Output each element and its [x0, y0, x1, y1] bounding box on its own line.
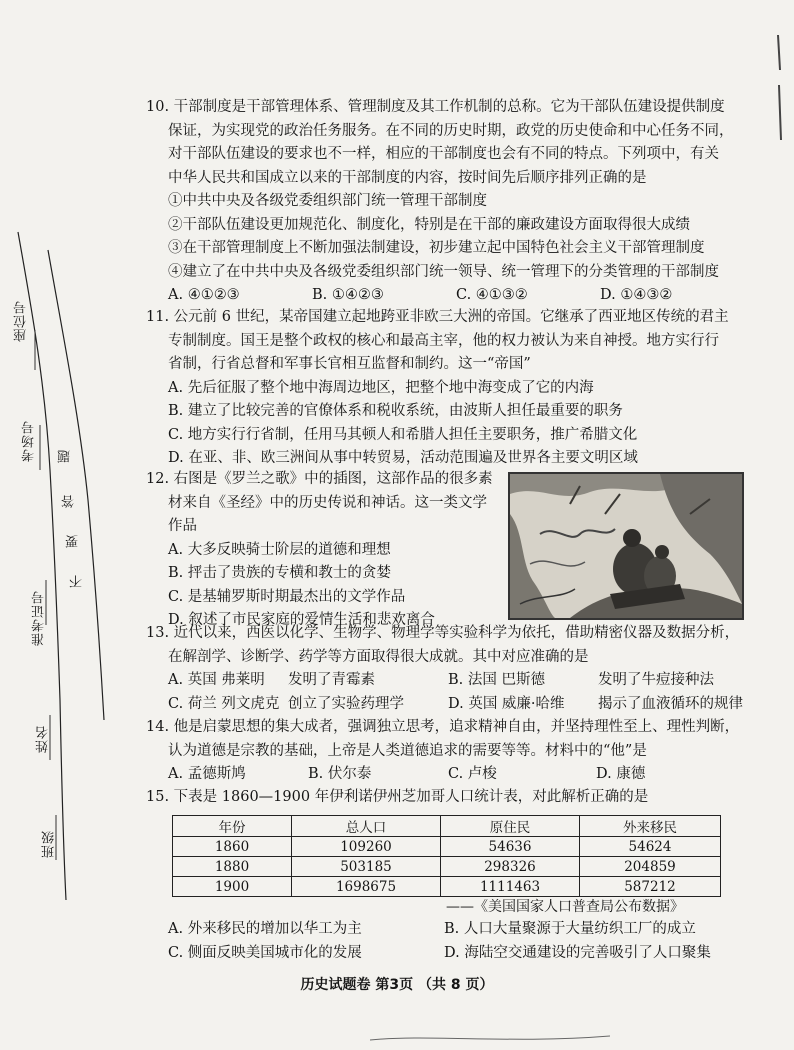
q13-option-row-1	[146, 669, 743, 693]
q15-options	[168, 918, 711, 965]
q10-options	[146, 284, 744, 308]
no-answer-mark-2: 答	[62, 495, 77, 508]
table-cell: 503185	[292, 857, 441, 877]
q13-option-c-achievement: 创立了实验药理学	[288, 695, 404, 712]
q10-stem-line: 对干部队伍建设的要求也不一样，相应的干部制度也会有不同的特点。下列项中，有关	[168, 146, 719, 162]
q11-option-c[interactable]: C. 地方实行行省制，任用马其顿人和希腊人担任主要职务，推广希腊文化	[168, 426, 638, 443]
q10-option-b[interactable]: B. ①④②③	[312, 287, 384, 303]
table-cell: 54624	[580, 837, 721, 857]
no-answer-mark-4: 不	[70, 575, 85, 588]
table-cell: 54636	[441, 837, 580, 857]
q13-option-b-person[interactable]: B. 法国 巴斯德	[448, 672, 545, 688]
q13-option-c-person[interactable]: C. 荷兰 列文虎克	[168, 695, 280, 712]
table-cell: 298326	[441, 857, 580, 877]
binding-lines	[0, 0, 150, 1048]
q15-option-row	[168, 942, 711, 966]
q15-option-c[interactable]: C. 侧面反映美国城市化的发展	[168, 944, 362, 961]
q13-option-row-2	[146, 693, 743, 717]
question-13	[146, 622, 743, 716]
no-answer-mark-3: 要	[66, 535, 81, 548]
q10-stem-line: 中华人民共和国成立以来的干部制度的内容，按时间先后顺序排列正确的是	[168, 169, 647, 186]
q12-option-d[interactable]: D. 叙述了市民家庭的爱情生活和悲欢离合	[168, 612, 435, 628]
q11-option-b[interactable]: B. 建立了比较完善的官僚体系和税收系统，由波斯人担任最重要的职务	[168, 403, 623, 419]
q13-option-a-achievement: 发明了青霉素	[288, 672, 375, 688]
q13-option-a-person[interactable]: A. 英国 弗莱明	[168, 672, 265, 688]
binding-margin	[0, 0, 150, 1048]
q12-stem-line: 材来自《圣经》中的历史传说和神话。这一类文学	[168, 494, 487, 511]
q10-stem-line: 10. 干部制度是干部管理体系、管理制度及其工作机制的总称。它为干部队伍建设提供制度	[146, 99, 725, 115]
question-14	[146, 716, 739, 787]
table-cell: 109260	[292, 837, 441, 857]
q12-stem-line: 12. 右图是《罗兰之歌》中的插图，这部作品的很多素	[146, 471, 493, 487]
q14-options	[146, 763, 739, 787]
table-cell: 1698675	[292, 877, 441, 897]
q13-stem-line: 13. 近代以来，西医以化学、生物学、物理学等实验科学为依托，借助精密仪器及数据分析，	[146, 625, 740, 641]
table-cell: 1900	[173, 877, 292, 897]
class-label: 班级	[42, 830, 57, 858]
exam-room-label: 考场号	[22, 420, 37, 462]
table-row	[173, 837, 721, 857]
q13-stem-line: 在解剖学、诊断学、药学等方面取得很大成就。其中对应准确的是	[168, 648, 589, 665]
name-label: 姓名	[36, 725, 51, 753]
question-15	[146, 786, 648, 810]
q10-item: ②干部队伍建设更加规范化、制度化，特别是在干部的廉政建设方面取得很大成绩	[168, 216, 690, 233]
q15-source: ——《美国国家人口普查局公布数据》	[446, 899, 684, 915]
q12-stem-line: 作品	[168, 518, 197, 534]
table-header-row	[173, 816, 721, 837]
q14-option-a[interactable]: A. 孟德斯鸠	[168, 766, 246, 782]
q13-option-d-person[interactable]: D. 英国 威廉·哈维	[448, 695, 565, 712]
q14-option-b[interactable]: B. 伏尔泰	[308, 766, 372, 782]
q15-option-b[interactable]: B. 人口大量聚源于大量纺织工厂的成立	[444, 921, 696, 937]
q14-option-c[interactable]: C. 卢梭	[448, 766, 497, 782]
question-12	[146, 468, 493, 633]
q10-item: ①中共中央及各级党委组织部门统一管理干部制度	[168, 193, 487, 209]
q15-option-row	[168, 918, 711, 942]
q14-stem-line: 14. 他是启蒙思想的集大成者，强调独立思考，追求精神自由，并坚持理性至上、理性判断，	[146, 719, 740, 735]
q12-option-a[interactable]: A. 大多反映骑士阶层的道德和理想	[168, 541, 391, 558]
table-cell: 204859	[580, 857, 721, 877]
q13-option-d-achievement: 揭示了血液循环的规律	[598, 695, 743, 712]
q14-option-d[interactable]: D. 康德	[596, 766, 646, 782]
question-10	[146, 96, 744, 308]
q10-option-a[interactable]: A. ④①②③	[168, 287, 240, 303]
bottom-scratch	[370, 1030, 610, 1050]
table-header-immigrant: 外来移民	[580, 816, 721, 837]
q15-option-d[interactable]: D. 海陆空交通建设的完善吸引了人口聚集	[444, 944, 711, 961]
q10-option-c[interactable]: C. ④①③②	[456, 287, 528, 303]
q10-option-d[interactable]: D. ①④③②	[600, 287, 673, 303]
illustration-drawing	[510, 474, 742, 618]
page-footer: 历史试题卷 第3页 （共 8 页）	[300, 977, 494, 993]
q11-option-d[interactable]: D. 在亚、非、欧三洲间从事中转贸易，活动范围遍及世界各主要文明区域	[168, 450, 638, 466]
table-cell: 1111463	[441, 877, 580, 897]
seat-number-label: 座位号	[14, 300, 29, 342]
q13-option-b-achievement: 发明了牛痘接种法	[598, 672, 714, 688]
q10-item: ③在干部管理制度上不断加强法制建设，初步建立起中国特色社会主义干部管理制度	[168, 240, 705, 256]
edge-mark	[768, 30, 788, 150]
table-cell: 1860	[173, 837, 292, 857]
q14-stem-line: 认为道德是宗教的基础，上帝是人类道德追求的需要等等。材料中的“他”是	[168, 742, 647, 759]
q12-option-c[interactable]: C. 是基辅罗斯时期最杰出的文学作品	[168, 588, 406, 605]
no-answer-mark-1: 题	[58, 450, 73, 463]
table-header-native: 原住民	[441, 816, 580, 837]
question-11	[146, 306, 729, 471]
q15-stem: 15. 下表是 1860—1900 年伊利诺伊州芝加哥人口统计表，对此解析正确的是	[146, 789, 649, 805]
q10-stem-line: 保证，为实现党的政治任务服务。在不同的历史时期，政党的历史使命和中心任务不同，	[168, 122, 734, 139]
q11-stem-line: 11. 公元前 6 世纪，某帝国建立起地跨亚非欧三大洲的帝国。它继承了西亚地区传统的君主	[146, 309, 729, 325]
q12-option-b[interactable]: B. 抨击了贵族的专横和教士的贪婪	[168, 565, 391, 581]
table-cell: 1880	[173, 857, 292, 877]
table-header-total: 总人口	[292, 816, 441, 837]
table-header-year: 年份	[173, 816, 292, 837]
q10-item: ④建立了在中共中央及各级党委组织部门统一领导、统一管理下的分类管理的干部制度	[168, 263, 719, 280]
table-cell: 587212	[580, 877, 721, 897]
population-table	[172, 815, 721, 897]
q15-option-a[interactable]: A. 外来移民的增加以华工为主	[168, 921, 362, 937]
ticket-number-label: 准考证号	[32, 590, 47, 646]
table-row	[173, 877, 721, 897]
roland-song-illustration	[508, 472, 744, 620]
q11-stem-line: 省制，行省总督和军事长官相互监督和制约。这一“帝国”	[168, 356, 531, 372]
q11-stem-line: 专制制度。国王是整个政权的核心和最高主宰，他的权力被认为来自神授。地方实行行	[168, 332, 719, 349]
table-row	[173, 857, 721, 877]
q11-option-a[interactable]: A. 先后征服了整个地中海周边地区，把整个地中海变成了它的内海	[168, 379, 594, 396]
